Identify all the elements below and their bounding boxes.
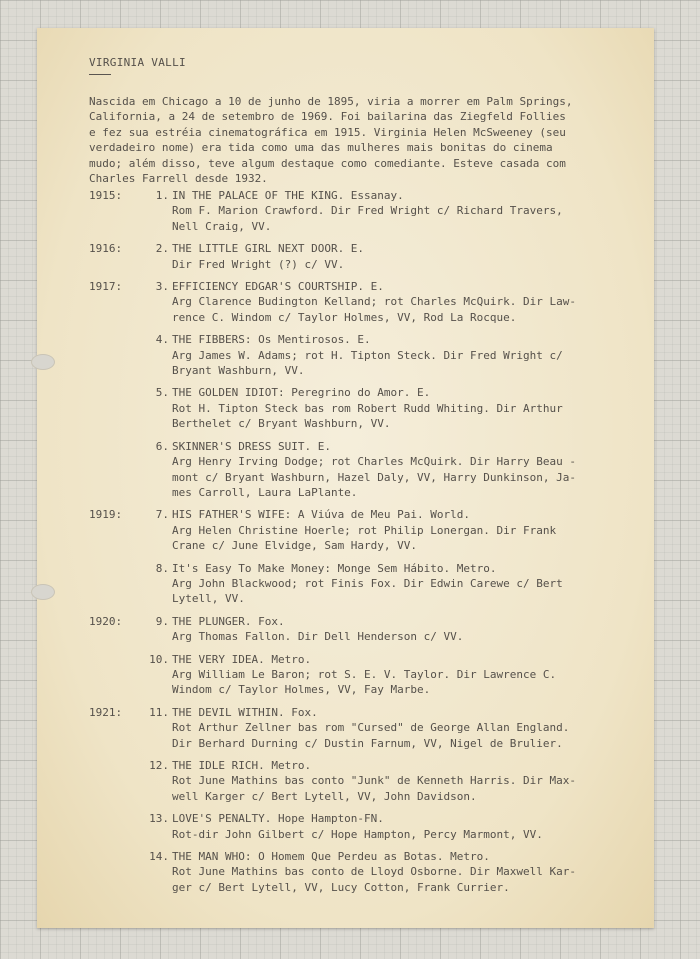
filmography-list [37,188,654,902]
entry-title: HIS FATHER'S WIFE: A Viúva de Meu Pai. World. [172,508,471,522]
entry-credits: Rot June Mathins bas conto de Lloyd Osborne. Dir Maxwell Kar- ger c/ Bert Lytell, VV, Lucy Cotton, Frank Currier. [172,865,576,894]
entry-year: 1921: [89,705,123,719]
entry-title: THE LITTLE GIRL NEXT DOOR. E. [172,242,365,256]
entry-title: SKINNER'S DRESS SUIT. E. [172,439,331,453]
entry-title: THE MAN WHO: O Homem Que Perdeu as Botas. Metro. [172,850,490,864]
entry-title: EFFICIENCY EDGAR'S COURTSHIP. E. [172,280,384,294]
entry-title: THE PLUNGER. Fox. [172,614,285,628]
filmography-entry [37,241,654,272]
entry-number: 11. [149,705,169,719]
filmography-entry [37,507,654,553]
filmography-entry [37,758,654,804]
document-page [37,28,654,928]
entry-title: It's Easy To Make Money: Monge Sem Hábito. Metro. [172,561,497,575]
entry-number: 14. [149,850,169,864]
entry-number: 8. [155,561,169,575]
entry-number: 7. [155,508,169,522]
filmography-entry [37,561,654,607]
filmography-entry [37,849,654,895]
entry-title: THE GOLDEN IDIOT: Peregrino do Amor. E. [172,386,431,400]
entry-credits: Arg Helen Christine Hoerle; rot Philip Lonergan. Dir Frank Crane c/ June Elvidge, Sam Hardy, VV. [172,523,557,553]
filmography-entry [37,385,654,431]
entry-year: 1919: [89,508,123,522]
entry-credits: Rot June Mathins bas conto "Junk" de Kenneth Harris. Dir Max- well Karger c/ Bert Lytell, VV, John Davidson. [172,774,576,803]
entry-number: 12. [149,759,169,772]
document-title: VIRGINIA VALLI [89,56,186,69]
entry-number: 13. [149,812,169,826]
filmography-entry [37,332,654,378]
filmography-entry [37,614,654,645]
entry-number: 10. [149,652,169,666]
entry-year: 1920: [89,614,123,628]
filmography-entry [37,279,654,325]
entry-number: 4. [155,333,169,347]
entry-credits: Rom F. Marion Crawford. Dir Fred Wright c/ Richard Travers, Nell Craig, VV. [172,204,563,233]
entry-number: 6. [155,439,169,453]
entry-credits: Rot H. Tipton Steck bas rom Robert Rudd Whiting. Dir Arthur Berthelet c/ Bryant Washburn, VV. [172,401,563,431]
title-underline [89,74,111,75]
filmography-entry [37,705,654,751]
entry-year: 1917: [89,280,123,294]
filmography-entry [37,811,654,842]
entry-number: 5. [155,386,169,400]
entry-title: LOVE'S PENALTY. Hope Hampton-FN. [172,812,384,826]
entry-credits: Arg William Le Baron; rot S. E. V. Taylor. Dir Lawrence C. Windom c/ Taylor Holmes, VV, Fay Marbe. [172,667,557,697]
entry-title: THE VERY IDEA. Metro. [172,652,312,666]
entry-number: 2. [155,242,169,256]
entry-year: 1916: [89,242,123,256]
entry-number: 3. [155,280,169,294]
filmography-entry [37,652,654,698]
intro-paragraph: Nascida em Chicago a 10 de junho de 1895, viria a morrer em Palm Springs, California, a 24 de setembro de 1969. Foi bailarina das Ziegfeld Follies e fez sua estréia cinematográfica em 1915. Virginia Helen McSweeney (seu verdadeiro nome) era tida como uma das mulheres mais bonitas do cinema mudo; além disso, teve algum destaque como comediante. Esteve casada com Charles Farrell desde 1932. [89,95,573,186]
entry-title: IN THE PALACE OF THE KING. Essanay. [172,189,404,202]
entry-number: 1. [155,189,169,202]
entry-title: THE FIBBERS: Os Mentirosos. E. [172,333,371,347]
entry-credits: Arg John Blackwood; rot Finis Fox. Dir Edwin Carewe c/ Bert Lytell, VV. [172,576,563,606]
entry-credits: Arg Henry Irving Dodge; rot Charles McQuirk. Dir Harry Beau - mont c/ Bryant Washburn, Hazel Daly, VV, Harry Dunkinson, Ja- mes Carroll, Laura LaPlante. [172,455,576,499]
entry-credits: Rot Arthur Zellner bas rom "Cursed" de George Allan England. Dir Berhard Durning c/ Dustin Farnum, VV, Nigel de Brulier. [172,721,570,750]
entry-title: THE DEVIL WITHIN. Fox. [172,705,318,719]
filmography-entry [37,439,654,501]
entry-credits: Arg James W. Adams; rot H. Tipton Steck. Dir Fred Wright c/ Bryant Washburn, VV. [172,348,563,378]
entry-credits: Rot-dir John Gilbert c/ Hope Hampton, Percy Marmont, VV. [172,827,543,841]
entry-number: 9. [155,614,169,628]
entry-year: 1915: [89,189,123,202]
entry-credits: Arg Clarence Budington Kelland; rot Charles McQuirk. Dir Law- rence C. Windom c/ Taylor Holmes, VV, Rod La Rocque. [172,295,576,324]
entry-credits: Arg Thomas Fallon. Dir Dell Henderson c/ VV. [172,630,464,644]
entry-credits: Dir Fred Wright (?) c/ VV. [172,257,345,271]
filmography-entry [37,188,654,234]
entry-title: THE IDLE RICH. Metro. [172,759,312,772]
